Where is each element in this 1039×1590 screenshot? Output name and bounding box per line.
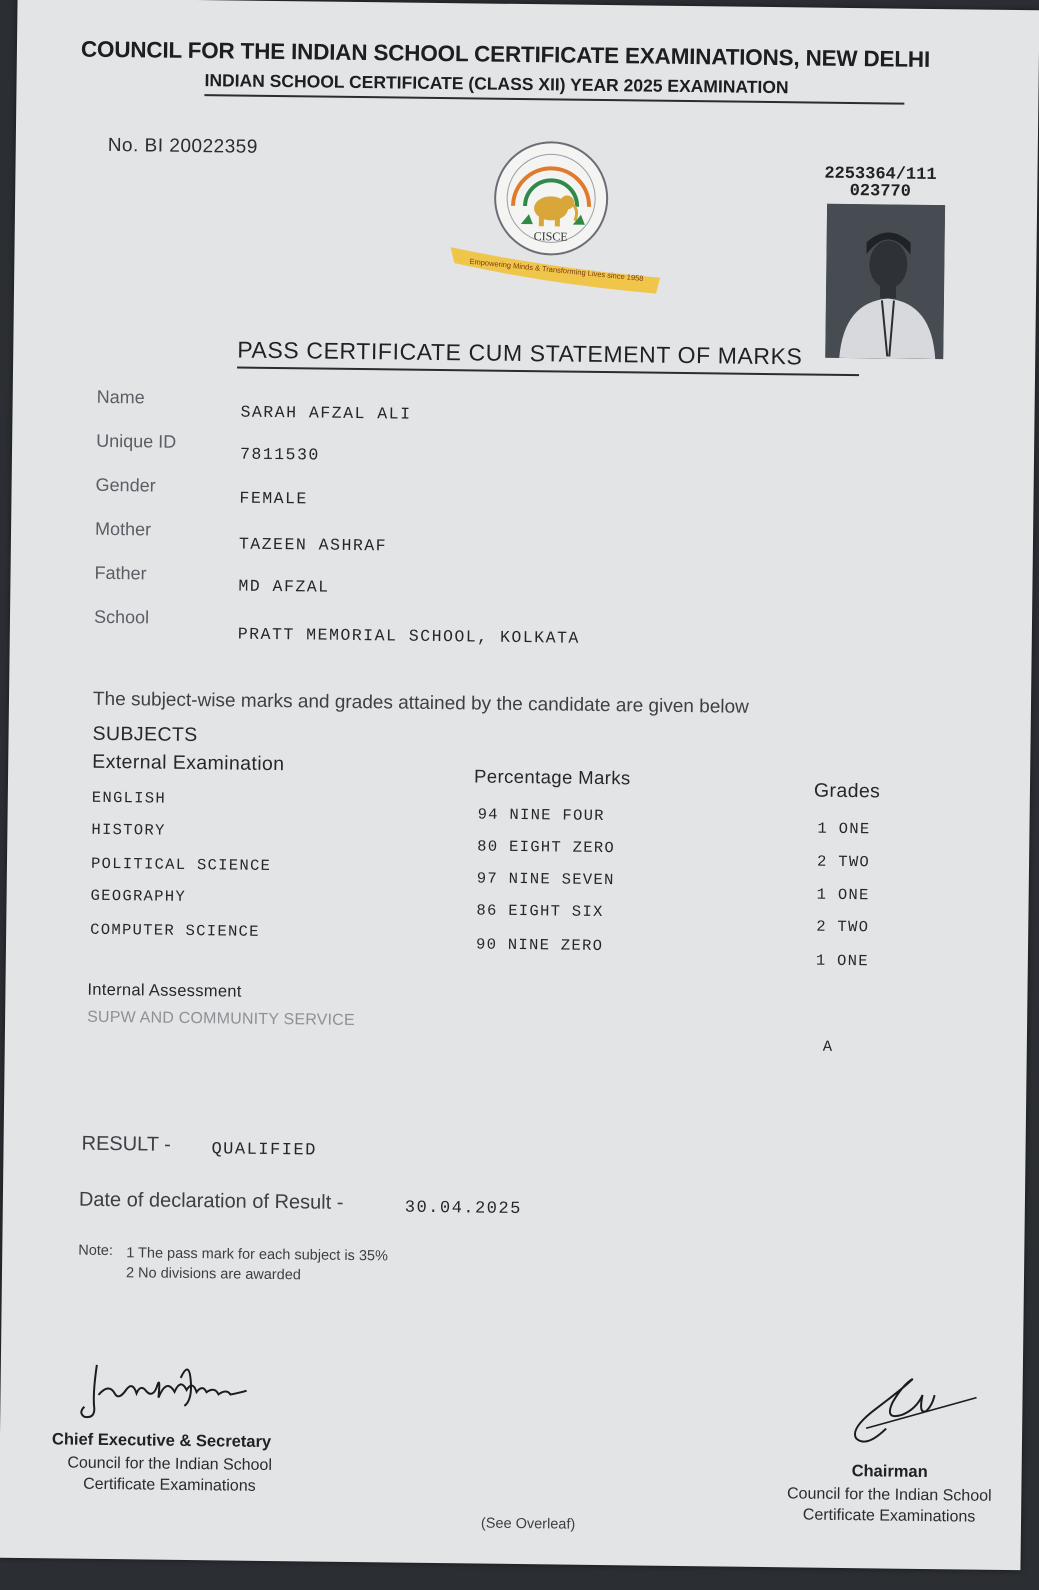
note-label: Note: bbox=[78, 1242, 114, 1260]
internal-assessment-subject: SUPW AND COMMUNITY SERVICE bbox=[87, 1008, 355, 1030]
marks-intro: The subject-wise marks and grades attained by the candidate are given below bbox=[92, 688, 749, 718]
subject-grade: 1 ONE bbox=[815, 951, 869, 971]
subject-name: GEOGRAPHY bbox=[90, 886, 187, 906]
certificate-title: PASS CERTIFICATE CUM STATEMENT OF MARKS bbox=[237, 336, 803, 370]
council-heading: COUNCIL FOR THE INDIAN SCHOOL CERTIFICATE EXAMINATIONS, NEW DELHI bbox=[80, 36, 931, 72]
name-label: Name bbox=[96, 386, 145, 408]
chairman-organisation bbox=[769, 1483, 1009, 1528]
secretary-title: Chief Executive & Secretary bbox=[51, 1430, 272, 1452]
subjects-heading: SUBJECTS bbox=[92, 722, 198, 747]
serial-number: No. BI 20022359 bbox=[107, 134, 259, 158]
mother-label: Mother bbox=[94, 518, 152, 540]
declaration-date: 30.04.2025 bbox=[404, 1198, 522, 1220]
internal-assessment-heading: Internal Assessment bbox=[87, 980, 242, 1001]
cisce-logo bbox=[438, 135, 680, 303]
subject-marks: 80 EIGHT ZERO bbox=[477, 837, 616, 858]
secretary-org-line-2: Certificate Examinations bbox=[83, 1475, 256, 1495]
subject-grade: 2 TWO bbox=[816, 917, 870, 937]
subject-name: COMPUTER SCIENCE bbox=[90, 920, 260, 941]
subject-marks: 94 NINE FOUR bbox=[477, 805, 605, 826]
candidate-code bbox=[805, 165, 955, 201]
internal-assessment-grade: A bbox=[822, 1037, 834, 1056]
subject-grade: 1 ONE bbox=[817, 819, 871, 839]
see-overleaf: (See Overleaf) bbox=[480, 1515, 576, 1533]
secretary-org-line-1: Council for the Indian School bbox=[67, 1454, 273, 1475]
external-exam-heading: External Examination bbox=[92, 750, 285, 776]
name-value: SARAH AFZAL ALI bbox=[240, 402, 412, 424]
school-label: School bbox=[93, 606, 150, 628]
logo-ribbon-text: Empowering Minds & Transforming Lives since 1958 bbox=[469, 256, 644, 284]
mother-value: TAZEEN ASHRAF bbox=[238, 534, 388, 556]
code-line-2: 023770 bbox=[849, 181, 911, 202]
handwritten-signature-icon bbox=[76, 1355, 287, 1428]
school-value: PRATT MEMORIAL SCHOOL, KOLKATA bbox=[237, 624, 580, 648]
percentage-marks-heading: Percentage Marks bbox=[473, 765, 631, 789]
father-value: MD AFZAL bbox=[238, 576, 330, 597]
chairman-title: Chairman bbox=[851, 1462, 928, 1482]
chairman-org-line-2: Certificate Examinations bbox=[802, 1506, 976, 1526]
person-photo-icon bbox=[825, 204, 945, 359]
unique-id-label: Unique ID bbox=[96, 430, 177, 452]
cisce-emblem-icon bbox=[438, 135, 680, 303]
heading-underline bbox=[204, 94, 904, 105]
unique-id-value: 7811530 bbox=[239, 444, 320, 465]
result-value: QUALIFIED bbox=[211, 1140, 317, 1161]
subject-name: HISTORY bbox=[91, 820, 166, 840]
logo-name: CISCE bbox=[533, 229, 568, 244]
note-item: 2 No divisions are awarded bbox=[125, 1265, 301, 1284]
chairman-signature bbox=[836, 1368, 987, 1460]
subject-name: ENGLISH bbox=[91, 788, 167, 808]
candidate-photo bbox=[825, 204, 945, 359]
declaration-label: Date of declaration of Result - bbox=[78, 1188, 344, 1214]
chairman-org-line-1: Council for the Indian School bbox=[786, 1485, 992, 1505]
subject-marks: 90 NINE ZERO bbox=[475, 935, 604, 956]
candidate-details bbox=[93, 386, 697, 648]
result-label: RESULT - bbox=[81, 1132, 171, 1156]
subject-marks: 97 NINE SEVEN bbox=[476, 869, 615, 890]
code-line-1: 2253364/111 bbox=[824, 164, 937, 186]
gender-value: FEMALE bbox=[239, 488, 309, 509]
secretary-organisation bbox=[39, 1452, 299, 1497]
subject-marks: 86 EIGHT SIX bbox=[476, 901, 604, 922]
grades-heading: Grades bbox=[813, 779, 881, 803]
subject-name: POLITICAL SCIENCE bbox=[90, 854, 272, 875]
gender-label: Gender bbox=[95, 474, 156, 496]
secretary-signature bbox=[76, 1355, 287, 1428]
exam-heading: INDIAN SCHOOL CERTIFICATE (CLASS XII) YEAR 2025 EXAMINATION bbox=[204, 70, 789, 98]
subject-grade: 1 ONE bbox=[816, 885, 870, 905]
subject-grade: 2 TWO bbox=[816, 852, 871, 872]
father-label: Father bbox=[94, 562, 147, 584]
handwritten-signature-icon bbox=[836, 1368, 987, 1460]
note-item: 1 The pass mark for each subject is 35% bbox=[126, 1245, 388, 1265]
